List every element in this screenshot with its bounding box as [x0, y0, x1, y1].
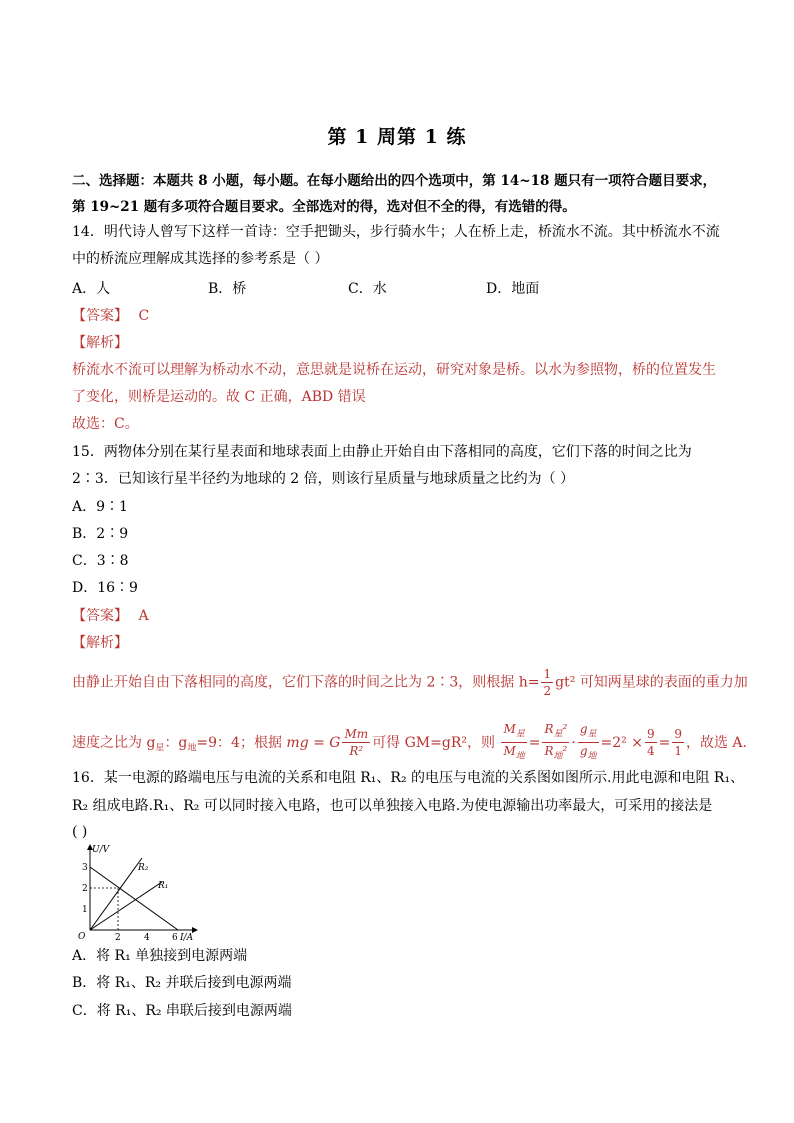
- q15-answer: [72, 605, 732, 627]
- q14-option-d: D．地面: [486, 281, 540, 297]
- origin-label: O: [78, 932, 86, 942]
- q14-analysis-tag: [72, 332, 732, 354]
- q16-option-b: B．将 R₁、R₂ 并联后接到电源两端: [72, 975, 292, 991]
- q15-analysis-tag: [72, 632, 732, 654]
- q14-option-c: C．水: [348, 281, 387, 297]
- answer-value: A: [138, 608, 149, 624]
- r1-label: R₁: [158, 881, 169, 891]
- q15-option-b: B．2∶9: [72, 526, 129, 542]
- answer-tag: 【答案】: [72, 308, 128, 324]
- x-axis-label: I/A: [180, 933, 194, 942]
- y-tick-3: 3: [82, 863, 88, 873]
- source-line: [90, 867, 178, 930]
- section-header-line2: 第 19~21 题有多项符合题目要求。全部选对的得，选对但不全的得，有选错的得。: [72, 199, 576, 215]
- q16-option-a: A．将 R₁ 单独接到电源两端: [72, 948, 248, 964]
- fraction-mm-r2: $\frac{Mm}{\text{R²}}$: [344, 727, 369, 759]
- q15-analysis-line2: 速度之比为 $g_星$：$g_地=9$：4；根据 mg = G $\frac{Mm}{\text{R²}}$ 可得 GM=gR²，则 $\frac{M_星}{M_地}$ = $\frac{R_星^2}{R_地^2}$ · $\frac{g_星}{g_地}$ =2² × $\frac{9}{4}$ = $\frac{9}{1}$ ，故选 A.: [72, 722, 747, 762]
- q16-stem-line3: ( ): [72, 824, 88, 840]
- q14-stem-line1: 14．明代诗人曾写下这样一首诗：空手把锄头，步行骑水牛；人在桥上走，桥流水不流。其中桥流水不流: [72, 224, 720, 240]
- answer-value: C: [138, 308, 150, 324]
- r2-label: R₂: [138, 863, 149, 873]
- q14-analysis-line1: 桥流水不流可以理解为桥动水不动，意思就是说桥在运动，研究对象是桥。以水为参照物，桥的位置发生: [72, 362, 716, 378]
- analysis-tag: 【解析】: [72, 335, 128, 351]
- q16-option-c: C．将 R₁、R₂ 串联后接到电源两端: [72, 1003, 292, 1019]
- analysis-tag: 【解析】: [72, 635, 128, 651]
- q15-option-d: D．16∶9: [72, 580, 138, 596]
- q15-stem-line1: 15．两物体分别在某行星表面和地球表面上由静止开始自由下落相同的高度，它们下落的时间之比为: [72, 444, 692, 460]
- y-axis-label: U/V: [92, 845, 110, 855]
- q14-analysis-line2: 了变化，则桥是运动的。故 C 正确，ABD 错误: [72, 389, 366, 405]
- q16-stem-line2: R₂ 组成电路.R₁、R₂ 可以同时接入电路，也可以单独接入电路.为使电源输出功率最大，可采用的接法是: [72, 798, 713, 814]
- q15-option-c: C．3∶8: [72, 553, 129, 569]
- q15-option-a: A．9∶1: [72, 499, 128, 515]
- y-tick-2: 2: [82, 884, 88, 894]
- y-tick-1: 1: [82, 905, 88, 915]
- page-title: 第 1 周第 1 练: [327, 126, 467, 148]
- answer-tag: 【答案】: [72, 608, 128, 624]
- q14-option-a: A．人: [72, 281, 111, 297]
- q14-options: [72, 278, 732, 300]
- x-tick-4: 4: [144, 933, 150, 942]
- q14-conclusion: 故选：C。: [72, 416, 139, 432]
- q14-answer: [72, 305, 732, 327]
- r2-line: [90, 858, 142, 930]
- x-tick-2: 2: [115, 933, 121, 942]
- q15-stem-line2: 2∶3．已知该行星半径约为地球的 2 倍，则该行星质量与地球质量之比约为（ ）: [72, 471, 575, 487]
- x-tick-6: 6: [172, 933, 178, 942]
- ui-graph: [72, 842, 202, 942]
- q14-option-b: B．桥: [208, 281, 247, 297]
- r1-line: [90, 882, 162, 930]
- q16-stem-line1: 16．某一电源的路端电压与电流的关系和电阻 R₁、R₂ 的电压与电流的关系图如图所示.用此电源和电阻 R₁、: [72, 770, 745, 786]
- section-header-line1: 二、选择题：本题共 8 小题，每小题。在每小题给出的四个选项中，第 14~18 题只有一项符合题目要求，: [72, 173, 717, 189]
- q15-analysis-line1: 由静止开始自由下落相同的高度，它们下落的时间之比为 2∶3，则根据 h= $\frac{1}{2}$ gt² 可知两星球的表面的重力加: [72, 667, 748, 698]
- q14-stem-line2: 中的桥流应理解成其选择的参考系是（ ）: [72, 251, 329, 267]
- fraction-half: $\frac{1}{2}$: [543, 667, 552, 698]
